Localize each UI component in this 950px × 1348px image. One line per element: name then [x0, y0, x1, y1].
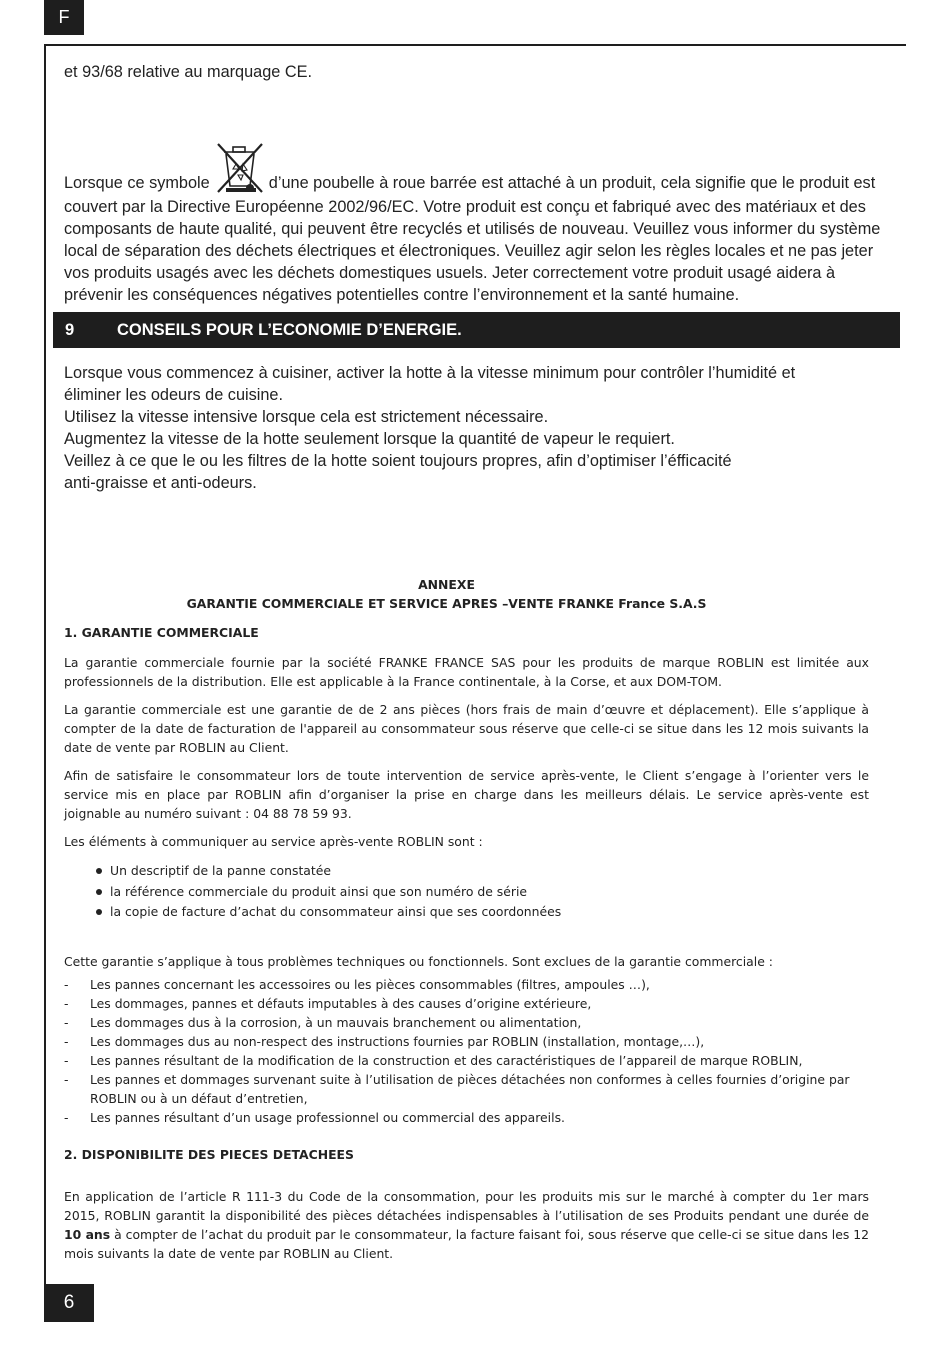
list-item: - Les dommages, pannes et défauts imputables à des causes d’origine extérieure, [64, 994, 869, 1013]
pieces-duration: 10 ans [64, 1226, 111, 1242]
list-item: - Les dommages dus au non-respect des instructions fournies par ROBLIN (installation, montage,…), [64, 1032, 869, 1051]
section-tab-f: F [44, 0, 84, 35]
garantie-paragraph: La garantie commerciale fournie par la société FRANKE FRANCE SAS pour les produits de marque ROBLIN est limitée aux professionnels de la distribution. Elle est applicable à la France continentale, à la Corse, et aux DOM-TOM. [64, 655, 869, 689]
energy-line: Utilisez la vitesse intensive lorsque cela est strictement nécessaire. [64, 408, 549, 426]
list-item: - Les pannes résultant d’un usage professionnel ou commercial des appareils. [64, 1108, 869, 1127]
annex-title: ANNEXE [418, 577, 475, 592]
exclusions-list [64, 975, 869, 1127]
energy-line: éliminer les odeurs de cuisine. [64, 386, 284, 404]
pieces-paragraph [64, 1187, 869, 1263]
annex [64, 575, 869, 1263]
list-item: la copie de facture d’achat du consommateur ainsi que ses coordonnées [96, 902, 869, 923]
pieces-text-before: En application de l’article R 111-3 du Code de la consommation, pour les produits mis sur le marché à compter du 1er mars 2015, ROBLIN garantit la disponibilité des pièces détachées indispensables à l’utilisation de ses Produits pendant une durée de [64, 1188, 869, 1223]
garantie-paragraph: Afin de satisfaire le consommateur lors de toute intervention de service après-vente, le Client s’engage à l’orienter vers le service mis en place par ROBLIN afin d’organiser la prise en charge dans les meilleurs délais. Le service après-vente est joignable au numéro suivant : 04 88 78 59 93. [64, 768, 869, 821]
list-item: Un descriptif de la panne constatée [96, 861, 869, 882]
section-9-header [53, 312, 900, 348]
energy-advice [64, 362, 894, 494]
annex-subtitle: GARANTIE COMMERCIALE ET SERVICE APRES –VENTE FRANKE France S.A.S [186, 596, 707, 611]
list-item: - Les pannes concernant les accessoires ou les pièces consommables (filtres, ampoules …), [64, 975, 869, 994]
garantie-paragraph: Les éléments à communiquer au service après-vente ROBLIN sont : [64, 834, 483, 849]
garantie-paragraph: La garantie commerciale est une garantie de de 2 ans pièces (hors frais de main d’œuvre et déplacement). Elle s’applique à compter de la date de facturation de l'appareil au consommateur sous réserve que celle-ci se situe dans les 12 mois suivants la date de vente par ROBLIN au Client. [64, 702, 869, 755]
energy-line: anti-graisse et anti-odeurs. [64, 474, 257, 492]
ce-marking-line: et 93/68 relative au marquage CE. [64, 63, 312, 81]
top-rule [44, 44, 906, 46]
weee-text-before: Lorsque ce symbole [64, 174, 210, 192]
exclusions-intro: Cette garantie s’applique à tous problèmes techniques ou fonctionnels. Sont exclues de la garantie commerciale : [64, 953, 773, 969]
weee-text-after: d’une poubelle à roue barrée est attaché à un produit, cela signifie que le produit est couvert par la Directive Européenne 2002/96/EC. Votre produit est conçu et fabriqué avec des matériaux et des composants de haute qualité, qui peuvent être recyclés et utilisés de nouveau. Veuillez vous informer du système local de séparation des déchets électriques et électroniques. Veuillez agir selon les règles locales et ne pas jeter vos produits usagés avec les déchets domestiques usuels. Jeter correctement votre produit usagé aidera à prévenir les conséquences négatives potentielles contre l’environnement et la santé humaine. [64, 174, 881, 304]
crossed-out-wheelie-bin-icon [212, 140, 266, 196]
page-number: 6 [44, 1284, 94, 1322]
weee-paragraph [64, 140, 894, 306]
pieces-text-after: à compter de l’achat du produit par le consommateur, la facture faisant foi, sous réserve que celle-ci se situe dans les 12 mois suivants la date de vente par ROBLIN au Client. [64, 1226, 869, 1261]
energy-line: Lorsque vous commencez à cuisiner, activer la hotte à la vitesse minimum pour contrôler l’humidité et [64, 364, 796, 382]
section-2-heading: 2. DISPONIBILITE DES PIECES DETACHEES [64, 1146, 354, 1162]
list-item: - Les dommages dus à la corrosion, à un mauvais branchement ou alimentation, [64, 1013, 869, 1032]
left-rule [44, 44, 46, 1284]
energy-line: Augmentez la vitesse de la hotte seulement lorsque la quantité de vapeur le requiert. [64, 430, 675, 448]
section-1-heading: 1. GARANTIE COMMERCIALE [64, 625, 259, 640]
section-9-title: CONSEILS POUR L’ECONOMIE D’ENERGIE. [117, 320, 462, 339]
list-item: - Les pannes résultant de la modification de la construction et des caractéristiques de l’appareil de marque ROBLIN, [64, 1051, 869, 1070]
service-info-list [64, 861, 869, 923]
energy-line: Veillez à ce que le ou les filtres de la hotte soient toujours propres, afin d’optimiser l’éfficacité [64, 452, 732, 470]
section-9-number: 9 [65, 320, 75, 339]
list-item: - Les pannes et dommages survenant suite à l’utilisation de pièces détachées non conformes à celles fournies d’origine par ROBLIN ou à un défaut d’entretien, [64, 1070, 869, 1108]
list-item: la référence commerciale du produit ainsi que son numéro de série [96, 882, 869, 903]
